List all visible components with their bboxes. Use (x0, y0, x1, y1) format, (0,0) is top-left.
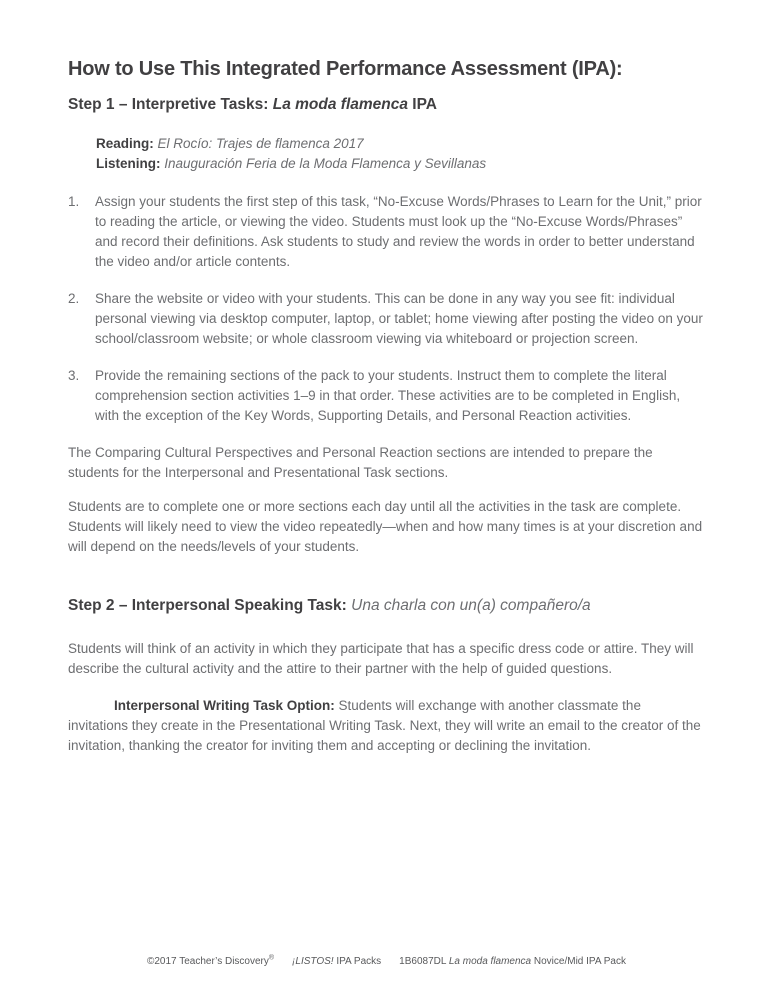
footer-product (292, 956, 381, 967)
list-item-text: Assign your students the first step of this task, “No-Excuse Words/Phrases to Learn for the Unit,” prior to reading the article, or viewing the video. Students must look up the “No-Excuse Words/Phrases” and record their definitions. Ask students to study and review the words in order to better understand the video and/or article contents. (95, 194, 702, 269)
list-item-number: 2. (68, 291, 80, 306)
step2-heading (68, 597, 703, 615)
writing-option-text: Students will exchange with another classmate the invitations they create in the Presentational Writing Task. Next, they will write an email to the creator of the invitation, thanking the creator for inviting them and accepting or declining the invitation. (68, 698, 701, 753)
writing-option-paragraph (68, 696, 703, 756)
step2-description-paragraph: Students will think of an activity in which they participate that has a specific dress code or attire. They will describe the cultural activity and the attire to their partner with the help of guided questions. (68, 641, 694, 676)
step1-heading-suffix: IPA (408, 96, 437, 113)
footer-copyright-text: ©2017 Teacher’s Discovery (147, 956, 269, 967)
footer-product-suffix: IPA Packs (333, 956, 382, 967)
footer-pack-info (399, 956, 626, 967)
step1-heading-label: Step 1 – Interpretive Tasks: (68, 96, 273, 113)
writing-option-label: Interpersonal Writing Task Option: (114, 698, 339, 713)
reading-title: El Rocío: Trajes de flamenca 2017 (157, 136, 364, 151)
registered-trademark-symbol: ® (268, 954, 275, 962)
footer-pack-code: 1B6087DL (399, 956, 449, 967)
instruction-list (68, 192, 703, 426)
footer-pack-title: La moda flamenca (448, 956, 532, 967)
footer-copyright (147, 956, 274, 967)
reading-label: Reading: (96, 136, 158, 151)
footer-pack-suffix: Novice/Mid IPA Pack (531, 956, 626, 967)
listening-resource (96, 154, 703, 174)
listening-label: Listening: (96, 156, 165, 171)
step1-pacing-paragraph: Students are to complete one or more sections each day until all the activities in the task are complete. Students will likely need to view the video repeatedly—when and how many times is at your discretion and will depend on the needs/levels of your students. (68, 499, 703, 554)
reading-resource (96, 134, 703, 154)
list-item-text: Share the website or video with your students. This can be done in any way you see fit: individual personal viewing via desktop computer, laptop, or tablet; home viewing after posting the video on your school/classroom website; or whole classroom viewing via whiteboard or projection screen. (95, 291, 703, 346)
step1-note-paragraph: The Comparing Cultural Perspectives and Personal Reaction sections are intended to prepare the students for the Interpersonal and Presentational Task sections. (68, 445, 653, 480)
step2-heading-label: Step 2 – Interpersonal Speaking Task: (68, 597, 352, 614)
listening-title: Inauguración Feria de la Moda Flamenca y Sevillanas (164, 156, 487, 171)
page-footer (0, 955, 773, 967)
list-item-number: 1. (68, 194, 80, 209)
resource-list (96, 134, 703, 174)
list-item (68, 289, 703, 349)
step2-heading-task-title: Una charla con un(a) compañero/a (351, 597, 591, 614)
step1-heading (68, 96, 703, 114)
footer-product-name: ¡LISTOS! (292, 956, 334, 967)
list-item (68, 366, 703, 426)
list-item-text: Provide the remaining sections of the pack to your students. Instruct them to complete the literal comprehension section activities 1–9 in that order. These activities are to be completed in English, with the exception of the Key Words, Supporting Details, and Personal Reaction activities. (95, 368, 681, 423)
list-item-number: 3. (68, 368, 80, 383)
step1-heading-ipa-title: La moda flamenca (272, 96, 408, 113)
list-item (68, 192, 703, 272)
page-title: How to Use This Integrated Performance Assessment (IPA): (68, 58, 623, 80)
